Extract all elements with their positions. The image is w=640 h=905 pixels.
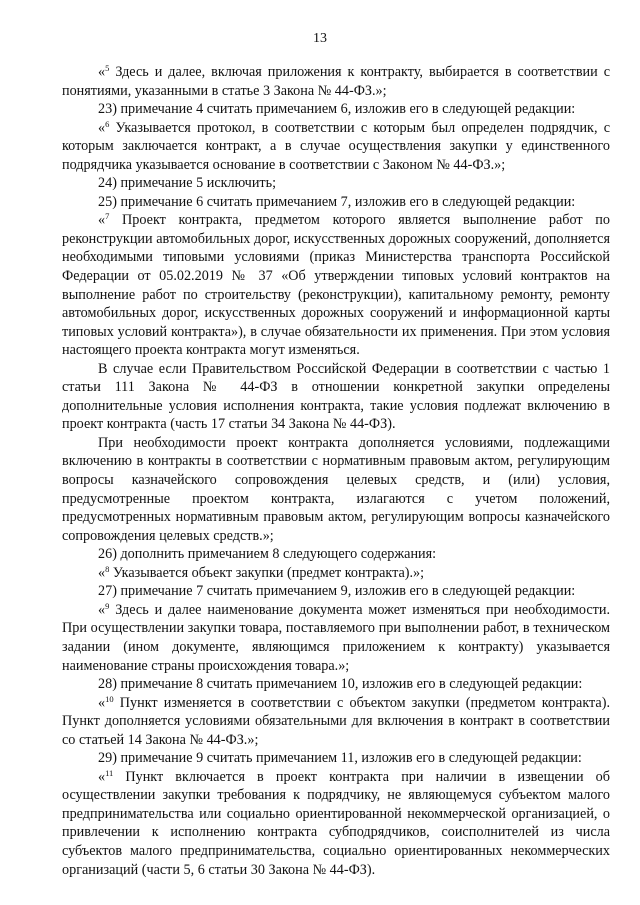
paragraph: «$^7$ Проект контракта, предметом которого является выполнение работ по реконструкции автомобильных дорог, искусственных дорожных сооружений, дополняется необходимыми типовыми условиями (приказ Министерства транспорта Российской Федерации от 05.02.2019 № 37 «Об утверждении типовых условий контрактов на выполнение работ по строительству (реконструкции), капитальному ремонту, ремонту автомобильных дорог, искусственных дорожных сооружений и информационной карты типовых условий контракта»), в случае обязательности их применения. При этом условия настоящего проекта контракта могут изменяться.: [62, 211, 610, 359]
paragraph: «$^8$ Указывается объект закупки (предмет контракта).»;: [98, 563, 425, 581]
footnote-marker: 7: [105, 211, 110, 222]
paragraph: При необходимости проект контракта дополняется условиями, подлежащими включению в контракты в соответствии с нормативным правовым актом, регулирующим вопросы казначейского сопровождения целевых средств, и (или) условия, предусмотренные проектом контракта, излагаются с учетом положений, предусмотренных нормативным правовым актом, регулирующим вопросы казначейского сопровождения целевых средств.»;: [62, 434, 610, 544]
paragraph: 24) примечание 5 исключить;: [98, 175, 277, 192]
footnote-marker: 5: [105, 63, 110, 73]
footnote-marker: 8: [105, 563, 110, 574]
paragraph: 28) примечание 8 считать примечанием 10, изложив его в следующей редакции:: [98, 676, 583, 693]
paragraph: 26) дополнить примечанием 8 следующего содержания:: [98, 546, 437, 563]
document-body: [62, 63, 610, 879]
paragraph: 27) примечание 7 считать примечанием 9, изложив его в следующей редакции:: [98, 583, 576, 600]
paragraph: 25) примечание 6 считать примечанием 7, изложив его в следующей редакции:: [98, 193, 576, 210]
paragraph: 23) примечание 4 считать примечанием 6, изложив его в следующей редакции:: [98, 101, 576, 118]
paragraph: В случае если Правительством Российской Федерации в соответствии с частью 1 статьи 111 Закона № 44-ФЗ в отношении конкретной закупки определены дополнительные условия исполнения контракта, такие условия подлежат включению в проект контракта (часть 17 статьи 34 Закона № 44-ФЗ).: [62, 360, 610, 433]
page-number: 13: [313, 31, 327, 46]
footnote-marker: 6: [105, 118, 110, 129]
footnote-marker: 10: [105, 693, 114, 704]
paragraph: «$^9$ Здесь и далее наименование документа может изменяться при необходимости. При осуществлении закупки товара, поставляемого при выполнении работ, в техническом задании (ином документе, являющимся приложением к контракту) указывается наименование страны происхождения товара.»;: [62, 600, 610, 674]
footnote-marker: 11: [105, 767, 114, 778]
paragraph: «$^{10}$ Пункт изменяется в соответствии с объектом закупки (предметом контракта). Пункт дополняется условиями обязательными для включения в контракт в соответствии со статьей 14 Закона № 44-ФЗ.»;: [62, 693, 610, 748]
footnote-marker: 9: [105, 600, 110, 611]
paragraph: «$^6$ Указывается протокол, в соответствии с которым был определен подрядчик, с которым заключается контракт, а в случае осуществления закупки у единственного подрядчика указывается основание в соответствии с Законом № 44-ФЗ.»;: [62, 118, 610, 173]
paragraph: «$^{11}$ Пункт включается в проект контракта при наличии в извещении об осуществлении закупки требования к подрядчику, не являющемуся субъектом малого предпринимательства или социально ориентированной некоммерческой организацией, о привлечении к исполнению контракта субподрядчиков, соисполнителей из числа субъектов малого предпринимательства, социально ориентированных некоммерческих организаций (части 5, 6 статьи 30 Закона № 44-ФЗ).: [62, 767, 610, 878]
paragraph: «$^5$ Здесь и далее, включая приложения к контракту, выбирается в соответствии с понятиями, указанными в статье 3 Закона № 44-ФЗ.»;: [62, 63, 610, 99]
paragraph: 29) примечание 9 считать примечанием 11, изложив его в следующей редакции:: [98, 750, 582, 767]
